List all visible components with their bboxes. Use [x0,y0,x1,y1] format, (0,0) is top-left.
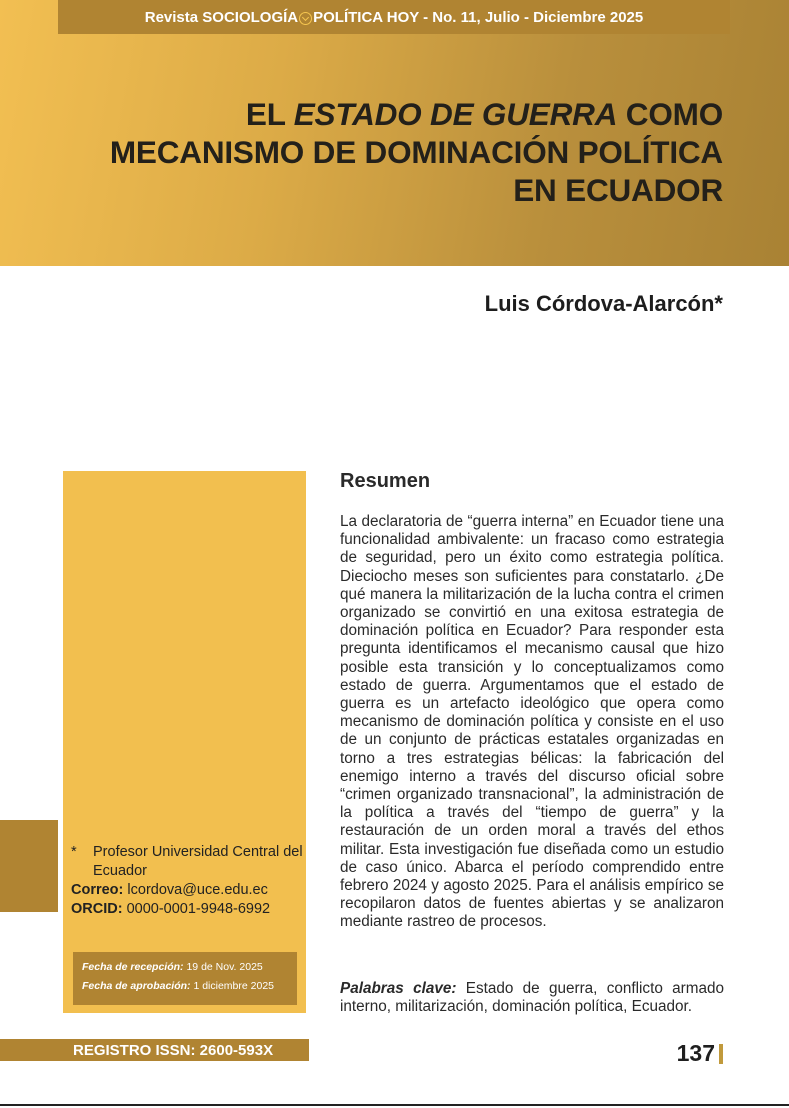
issn-text: REGISTRO ISSN: 2600-593X [73,1041,274,1059]
approved-value: 1 diciembre 2025 [193,980,275,992]
journal-name-pre: Revista SOCIOLOGÍA [144,8,299,26]
abstract-heading: Resumen [340,470,431,492]
article-title [103,95,723,209]
issn-bar [0,1039,309,1061]
title-part-2: COMO MECANISMO DE DOMINACIÓN POLÍTICA EN ECUADOR [109,96,723,208]
email-row [71,881,303,900]
title-part-1: EL [245,96,294,132]
keywords-text: Estado de guerra, conflicto armado interno, militarización, dominación política, Ecuador. [340,980,724,1016]
affiliation-asterisk: * [71,844,77,860]
left-margin-tab [0,820,58,912]
journal-header-bar [58,0,730,34]
keywords-paragraph [340,980,724,1016]
info-sidebar [63,471,306,1013]
email-value: lcordova@uce.edu.ec [127,882,268,898]
email-label: Correo: [71,882,124,898]
orcid-row [71,900,303,919]
page-number: 137 [676,1040,715,1066]
author-name: Luis Córdova-Alarcón* [484,291,723,316]
journal-logo-icon [299,12,312,25]
approved-row [82,977,288,996]
approved-label: Fecha de aprobación: [82,980,191,992]
received-label: Fecha de recepción: [82,961,184,973]
affiliation-text: Profesor Universidad Central del Ecuador [93,844,303,879]
orcid-label: ORCID: [71,901,123,917]
footer-divider [0,1104,789,1106]
dates-box [73,952,297,1005]
journal-name-post: POLÍTICA HOY - No. 11, Julio - Diciembre 2025 [313,8,644,26]
keywords-label: Palabras clave: [340,980,457,997]
page-number-accent [719,1044,723,1064]
received-value: 19 de Nov. 2025 [186,961,263,973]
title-italic: ESTADO DE GUERRA [293,96,618,132]
author-affiliation [71,843,303,919]
abstract-text: La declaratoria de “guerra interna” en Ecuador tiene una funcionalidad ambivalente: un fracaso como estrategia de seguridad, pero un éxito como estrategia política. Dieciocho meses son suficientes para constatarlo. ¿De qué manera la militarización de la lucha contra el crimen organizado se convirtió en una exitosa estrategia de dominación política en Ecuador? Para responder esta pregunta identificamos el mecanismo causal que hizo posible esta transición y lo conceptualizamos como estado de guerra. Argumentamos que el estado de guerra es un artefacto ideológico que opera como mecanismo de dominación política y consiste en el uso de un conjunto de prácticas estatales organizadas en torno a tres estrategias bélicas: la fabricación del enemigo interno a través del discurso oficial sobre “crimen organizado transnacional”, la administración de la política a través del “tiempo de guerra” y la restauración de un orden moral a través del ethos militar. Esta investigación fue diseñada como un estudio de caso único. Abarca el período comprendido entre febrero 2024 y agosto 2025. Para el análisis empírico se recopilaron datos de fuentes abiertas y se analizaron mediante rastreo de procesos. [340,513,724,931]
orcid-value: 0000-0001-9948-6992 [126,901,271,917]
received-row [82,958,288,977]
